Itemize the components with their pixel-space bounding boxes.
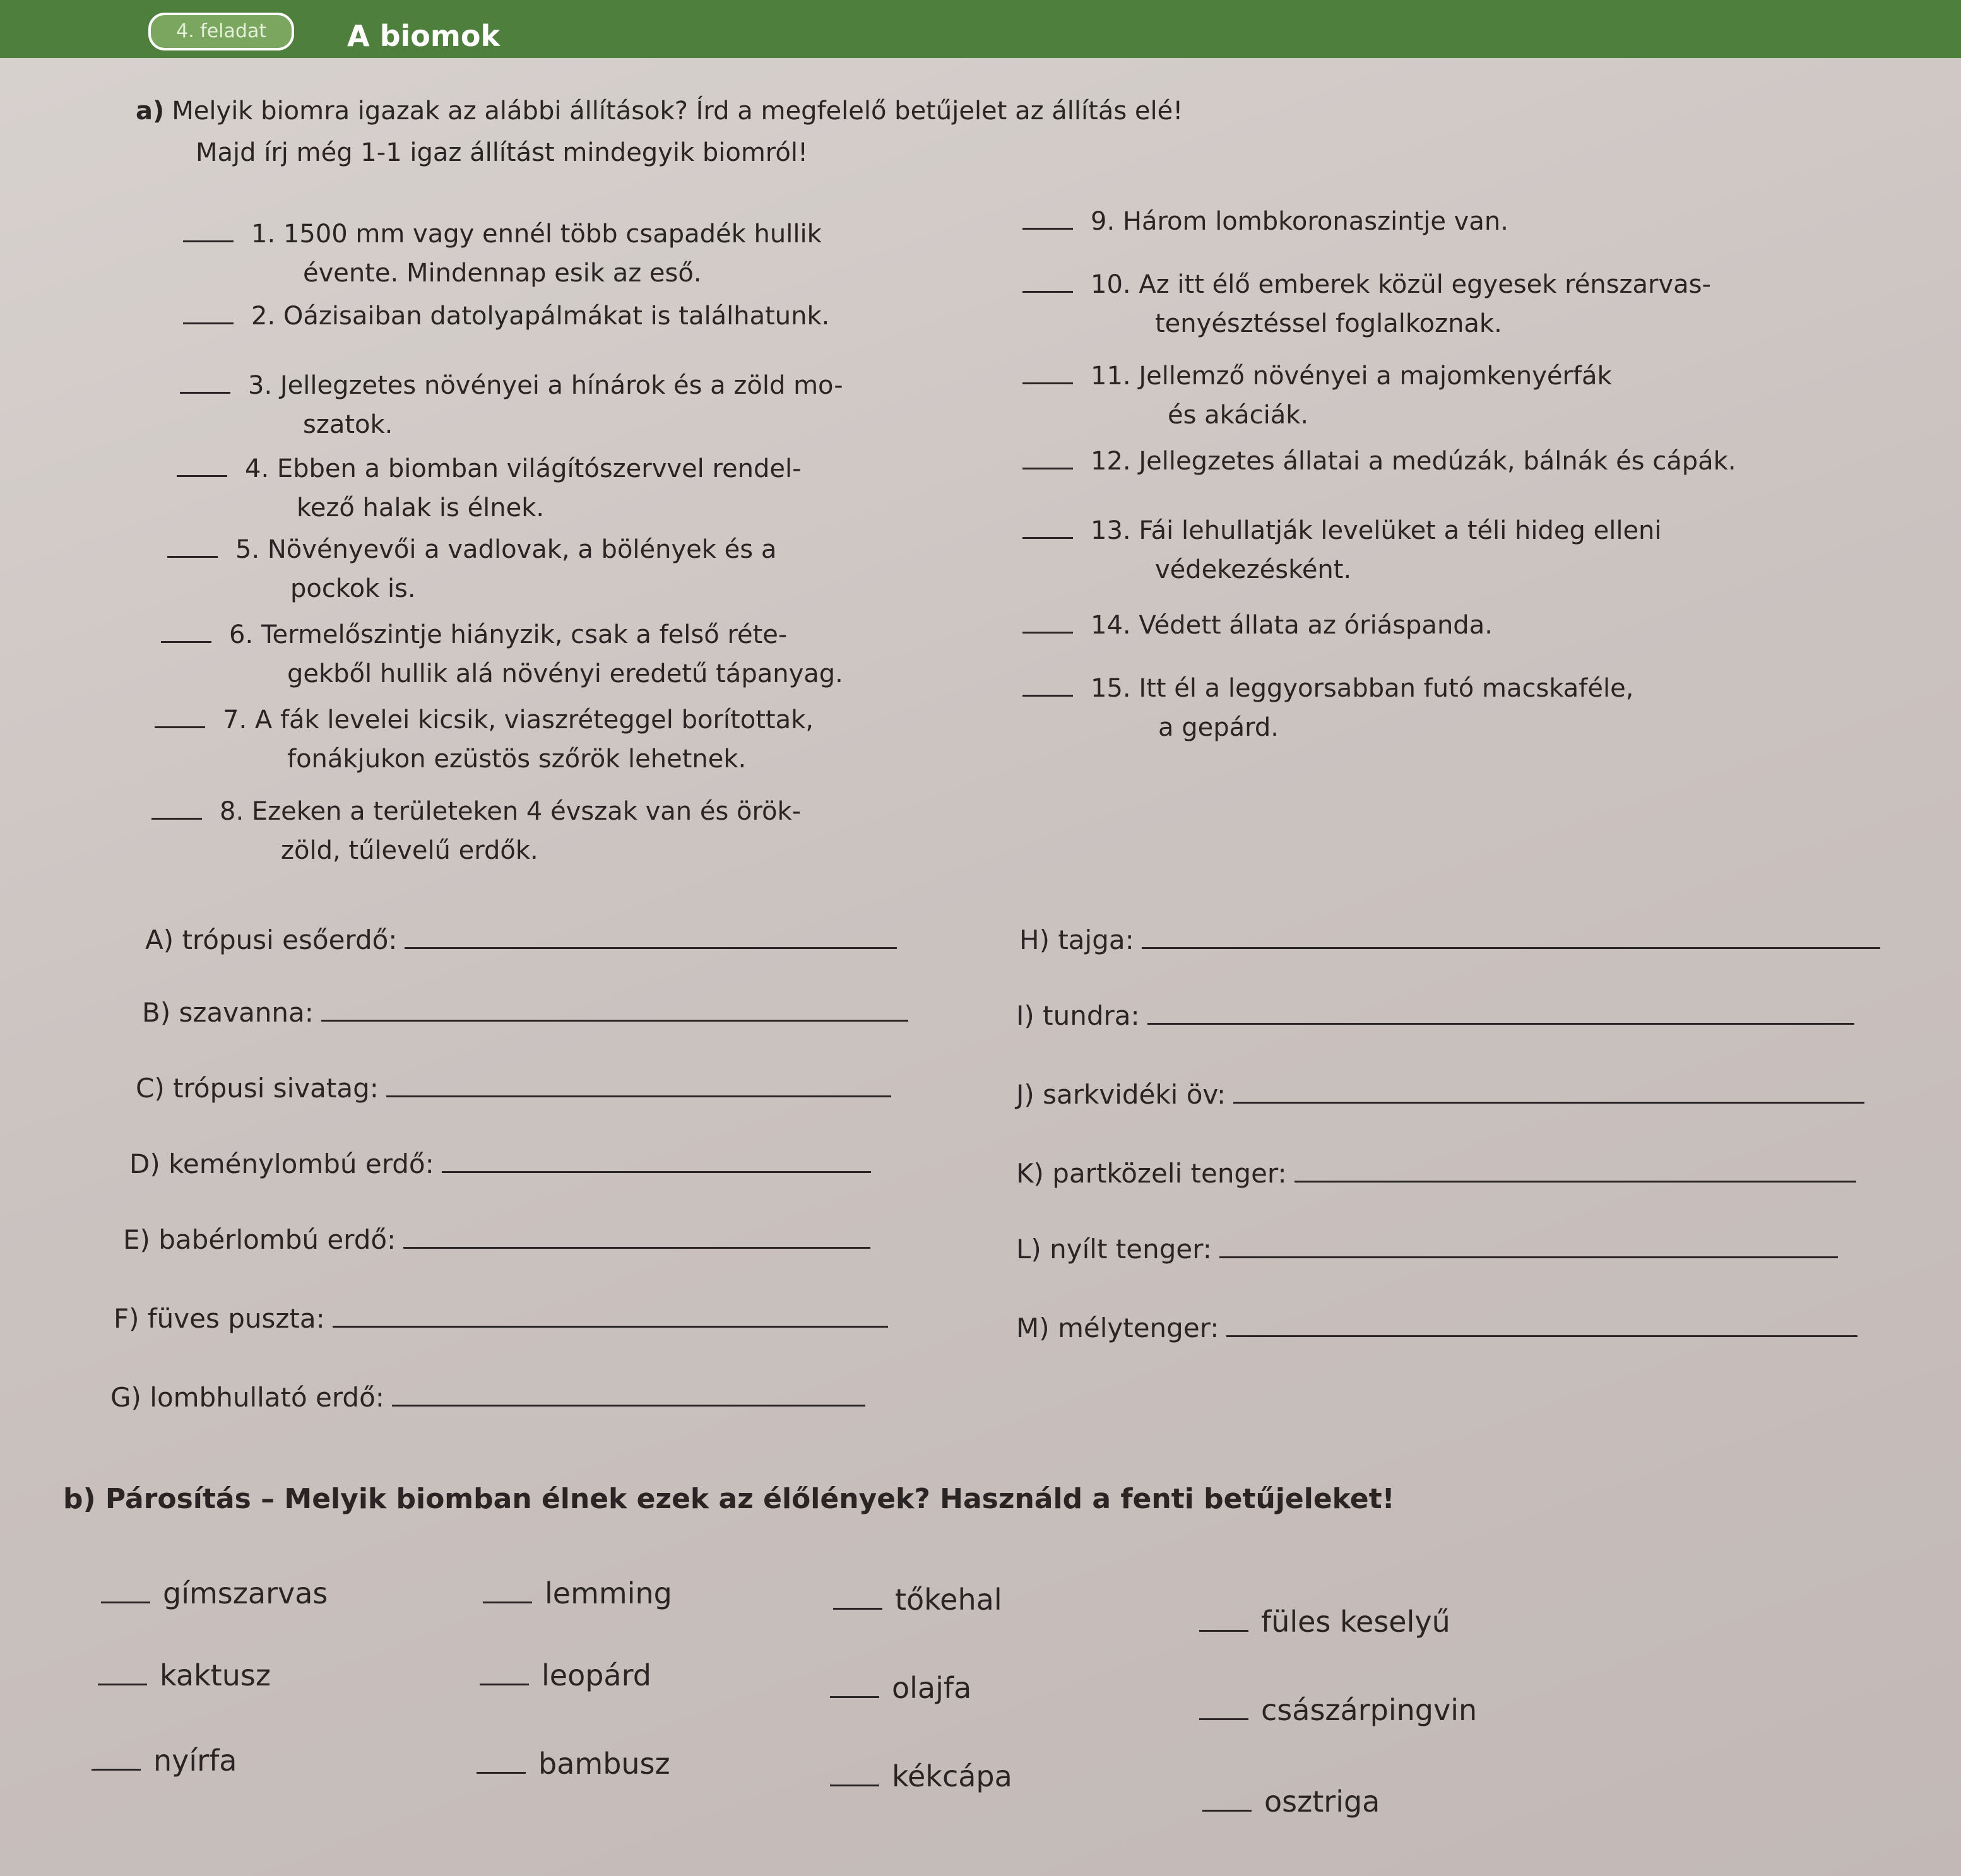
statement-7: 7. A fák levelei kicsik, viaszréteggel borítottak, fonákjukon ezüstös szőrök lehetnek.: [155, 700, 814, 779]
part-b-heading: b) Párosítás – Melyik biomban élnek ezek az élőlények? Használd a fenti betűjeleket!: [63, 1483, 1395, 1515]
statement-14: 14. Védett állata az óriáspanda.: [1022, 606, 1493, 645]
biome-answer-line[interactable]: [392, 1382, 865, 1407]
statement-10: 10. Az itt élő emberek közül egyesek rénszarvas- tenyésztéssel foglalkoznak.: [1022, 265, 1711, 343]
biome-d: D) keménylombú erdő:: [129, 1145, 871, 1183]
answer-blank[interactable]: [483, 1602, 532, 1603]
answer-blank[interactable]: [101, 1602, 150, 1603]
biome-answer-line[interactable]: [1142, 924, 1880, 949]
biome-h: H) tajga:: [1019, 921, 1880, 959]
biome-g: G) lombhullató erdő:: [110, 1379, 865, 1417]
answer-blank[interactable]: [1199, 1630, 1248, 1632]
biome-answer-line[interactable]: [405, 924, 897, 949]
biome-answer-line[interactable]: [333, 1303, 888, 1328]
biome-b: B) szavanna:: [142, 994, 908, 1032]
biome-j: J) sarkvidéki öv:: [1016, 1076, 1864, 1114]
answer-blank[interactable]: [1022, 228, 1073, 230]
statement-1: 1. 1500 mm vagy ennél több csapadék hullik évente. Mindennap esik az eső.: [183, 215, 822, 293]
organism-item: tőkehal: [833, 1581, 1002, 1619]
instruction-line-2: Majd írj még 1-1 igaz állítást mindegyik biomról!: [196, 138, 808, 167]
biome-answer-line[interactable]: [1294, 1158, 1856, 1183]
answer-blank[interactable]: [477, 1772, 526, 1774]
answer-blank[interactable]: [1022, 537, 1073, 539]
organism-item: kékcápa: [830, 1757, 1012, 1795]
answer-blank[interactable]: [1022, 695, 1073, 697]
biome-k: K) partközeli tenger:: [1016, 1155, 1856, 1193]
answer-blank[interactable]: [151, 818, 202, 820]
biome-e: E) babérlombú erdő:: [123, 1221, 870, 1259]
answer-blank[interactable]: [833, 1608, 882, 1610]
statement-15: 15. Itt él a leggyorsabban futó macskaféle, a gepárd.: [1022, 669, 1633, 747]
organism-item: füles keselyű: [1199, 1603, 1450, 1641]
biome-f: F) füves puszta:: [114, 1300, 888, 1338]
organism-item: gímszarvas: [101, 1574, 328, 1612]
answer-blank[interactable]: [1022, 382, 1073, 384]
answer-blank[interactable]: [830, 1696, 879, 1698]
organism-item: osztriga: [1202, 1783, 1380, 1820]
answer-blank[interactable]: [177, 475, 227, 477]
answer-blank[interactable]: [480, 1684, 529, 1685]
statement-9: 9. Három lombkoronaszintje van.: [1022, 202, 1508, 241]
organism-item: leopárd: [480, 1656, 651, 1694]
answer-blank[interactable]: [183, 322, 234, 324]
biome-m: M) mélytenger:: [1016, 1309, 1857, 1347]
biome-answer-line[interactable]: [1226, 1313, 1857, 1337]
statement-13: 13. Fái lehullatják levelüket a téli hideg elleni védekezésként.: [1022, 511, 1662, 589]
answer-blank[interactable]: [1022, 468, 1073, 469]
biome-answer-line[interactable]: [1147, 1000, 1854, 1025]
biome-answer-line[interactable]: [1219, 1234, 1838, 1258]
biome-answer-line[interactable]: [403, 1224, 870, 1249]
answer-blank[interactable]: [1199, 1718, 1248, 1720]
biome-answer-line[interactable]: [321, 997, 908, 1022]
answer-blank[interactable]: [830, 1785, 879, 1786]
statement-11: 11. Jellemző növényei a majomkenyérfák és akáciák.: [1022, 357, 1612, 435]
statement-8: 8. Ezeken a területeken 4 évszak van és örök- zöld, tűlevelű erdők.: [151, 792, 801, 870]
statement-5: 5. Növényevői a vadlovak, a bölények és a pockok is.: [167, 530, 776, 608]
statement-12: 12. Jellegzetes állatai a medúzák, bálnák és cápák.: [1022, 442, 1736, 481]
biome-answer-line[interactable]: [442, 1148, 871, 1173]
answer-blank[interactable]: [155, 726, 205, 728]
part-a-instruction: [136, 93, 1183, 129]
biome-answer-line[interactable]: [1233, 1079, 1864, 1104]
statement-2: 2. Oázisaiban datolyapálmákat is találhatunk.: [183, 297, 829, 336]
page-title: A biomok: [347, 19, 501, 53]
biome-i: I) tundra:: [1016, 997, 1854, 1035]
biome-c: C) trópusi sivatag:: [136, 1070, 891, 1107]
answer-blank[interactable]: [161, 641, 211, 643]
answer-blank[interactable]: [98, 1684, 147, 1685]
biome-answer-line[interactable]: [386, 1073, 891, 1097]
header-bar: [0, 0, 1961, 58]
biome-a: A) trópusi esőerdő:: [145, 921, 897, 959]
statement-6: 6. Termelőszintje hiányzik, csak a felső réte- gekből hullik alá növényi eredetű tápanyag.: [161, 615, 843, 693]
answer-blank[interactable]: [167, 556, 218, 558]
answer-blank[interactable]: [1022, 291, 1073, 293]
organism-item: kaktusz: [98, 1656, 271, 1694]
part-a-label: a): [136, 97, 165, 126]
organism-item: olajfa: [830, 1669, 971, 1707]
answer-blank[interactable]: [1022, 632, 1073, 634]
answer-blank[interactable]: [1202, 1810, 1252, 1812]
organism-item: bambusz: [477, 1745, 670, 1783]
statement-3: 3. Jellegzetes növényei a hínárok és a zöld mo- szatok.: [180, 366, 843, 444]
answer-blank[interactable]: [180, 392, 230, 394]
biome-l: L) nyílt tenger:: [1016, 1230, 1838, 1268]
answer-blank[interactable]: [92, 1769, 141, 1771]
organism-item: lemming: [483, 1574, 672, 1612]
task-number-badge: 4. feladat: [148, 13, 294, 50]
instruction-line-1: Melyik biomra igazak az alábbi állítások? Írd a megfelelő betűjelet az állítás elé!: [172, 97, 1183, 126]
statement-4: 4. Ebben a biomban világítószervvel rendel- kező halak is élnek.: [177, 449, 802, 528]
organism-item: nyírfa: [92, 1742, 237, 1779]
organism-item: császárpingvin: [1199, 1691, 1477, 1729]
answer-blank[interactable]: [183, 240, 234, 242]
